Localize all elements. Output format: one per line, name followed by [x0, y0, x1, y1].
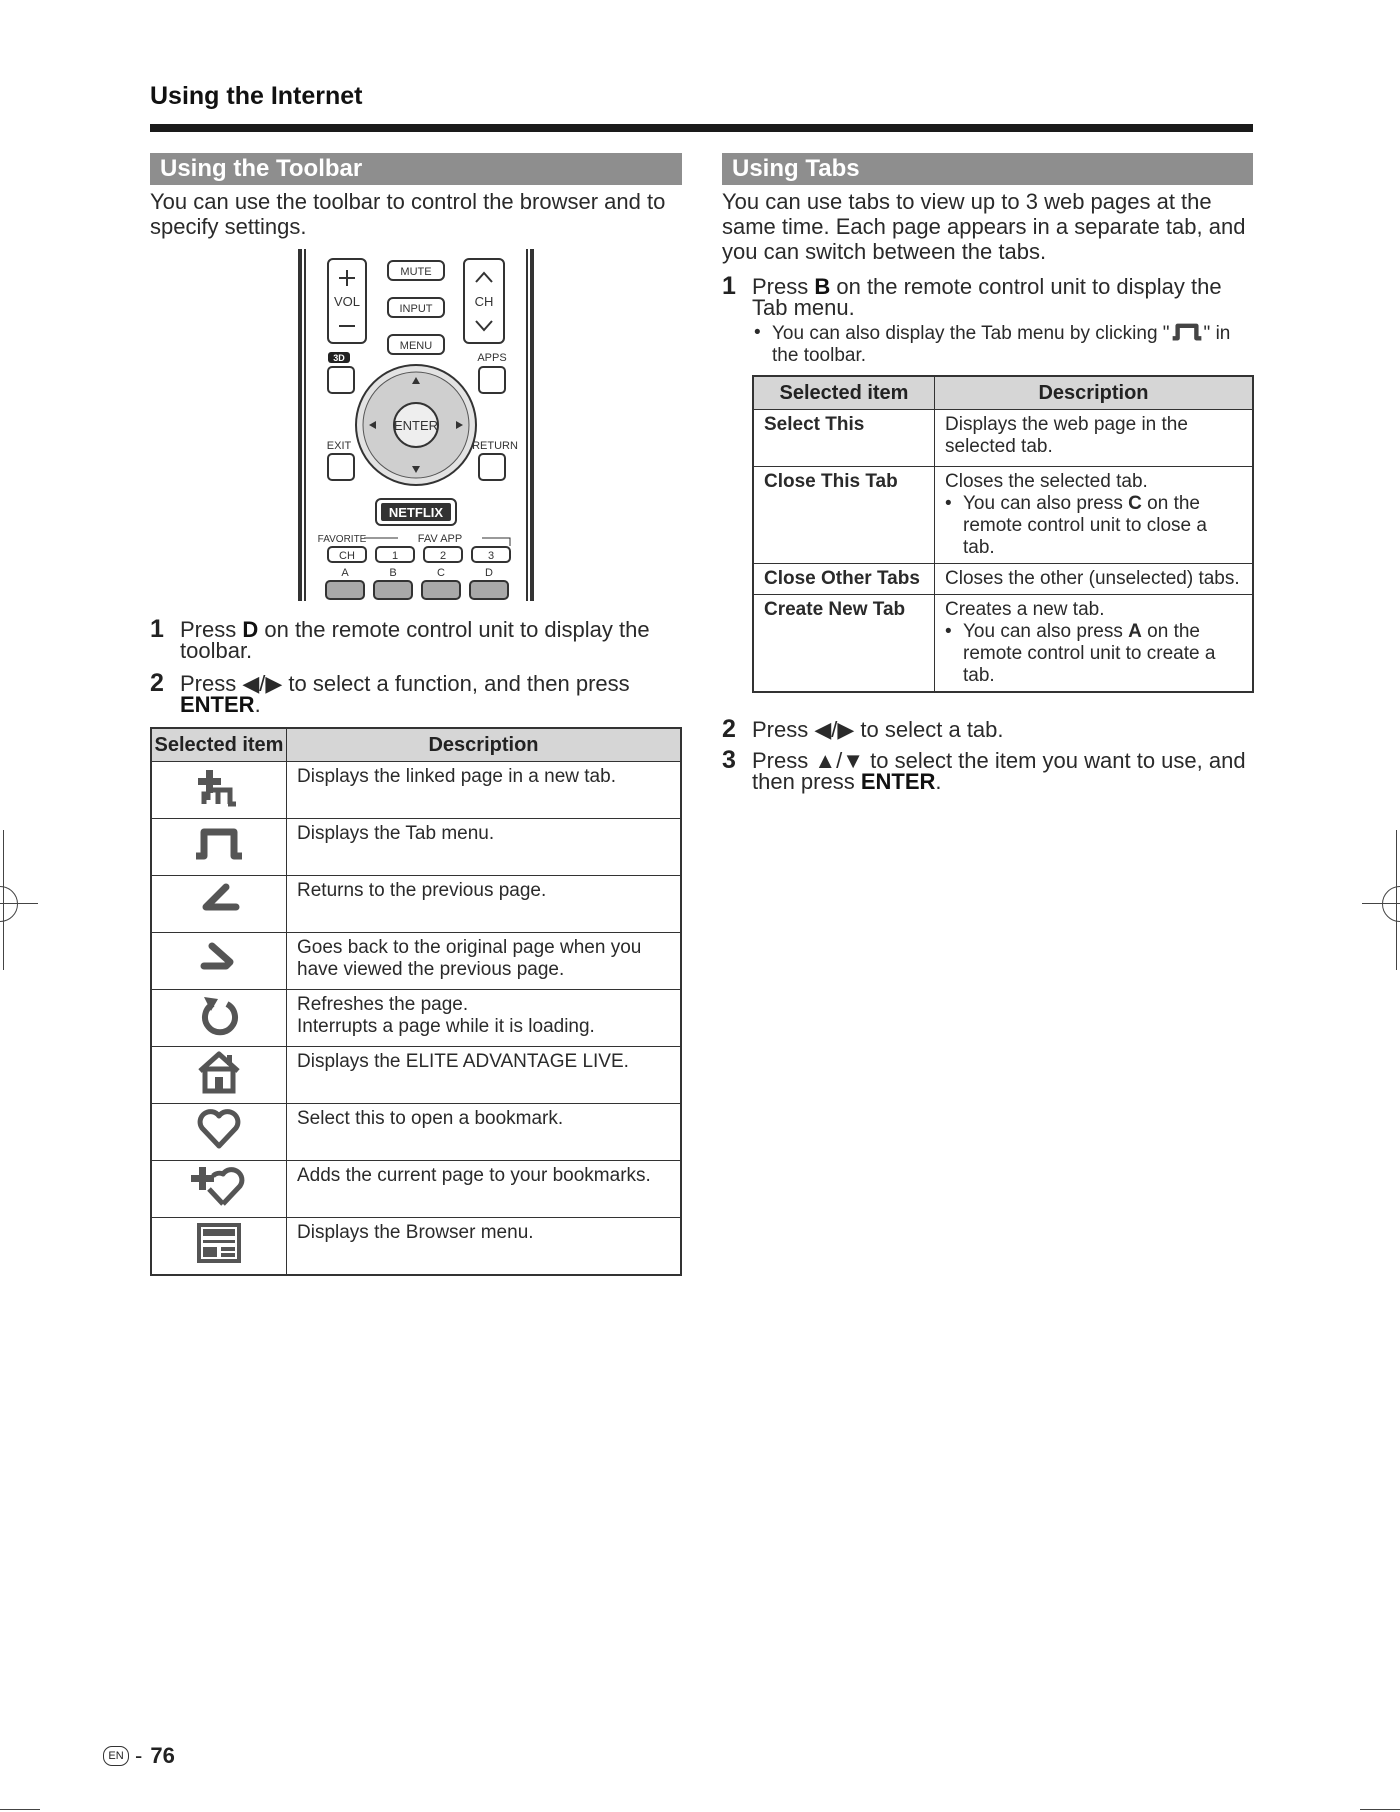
up-down-arrows-icon: ▲/▼	[814, 748, 865, 773]
exit-button[interactable]	[328, 454, 354, 480]
row-note	[945, 621, 1242, 687]
step-text: to select the item you want to use, and then press	[752, 748, 1246, 794]
crop-circle	[1382, 886, 1400, 922]
step-text: Press	[180, 671, 243, 696]
tabs-section	[722, 153, 1253, 792]
step-text: on the remote control unit to display the toolbar.	[180, 617, 650, 663]
tab-menu-icon	[192, 824, 246, 864]
home-icon	[196, 1049, 242, 1095]
step-text: Press	[752, 717, 815, 742]
table-row	[151, 1161, 681, 1218]
color-a-label: A	[341, 567, 349, 579]
left-right-arrows-icon: ◀/▶	[242, 671, 283, 696]
fav-app-1-label: 1	[391, 550, 399, 562]
tabs-step-1	[722, 272, 1253, 320]
tabs-step-1-note	[752, 322, 1253, 367]
step-text: to select a tab.	[854, 717, 1004, 742]
step-number: 2	[150, 669, 164, 697]
step-text: .	[254, 692, 261, 717]
crop-mark	[0, 1809, 40, 1810]
table-row	[151, 1218, 681, 1276]
new-tab-icon	[194, 766, 244, 808]
tabs-step-3	[722, 746, 1253, 794]
back-icon	[194, 881, 244, 921]
bullet-icon: •	[754, 322, 761, 343]
row-description-line: Refreshes the page.	[297, 994, 469, 1015]
row-description: Displays the ELITE ADVANTAGE LIVE.	[287, 1047, 682, 1104]
step-text: Press	[180, 617, 243, 642]
row-description: Adds the current page to your bookmarks.	[287, 1161, 682, 1218]
row-description: Displays the Browser menu.	[287, 1218, 682, 1276]
page-header-title: Using the Internet	[150, 82, 363, 110]
row-description-text: Goes back to the original page when you have viewed the previous page.	[297, 937, 642, 980]
row-item: Close Other Tabs	[753, 564, 935, 595]
toolbar-section	[150, 153, 682, 1276]
row-description: Closes the other (unselected) tabs.	[935, 564, 1254, 595]
table-row	[151, 1047, 681, 1104]
crop-mark	[1360, 1809, 1400, 1810]
note-text: You can also display the Tab menu by clicking "	[772, 323, 1170, 344]
tabs-step-1-note-wrap	[722, 322, 1253, 367]
left-right-arrows-icon: ◀/▶	[814, 717, 855, 742]
tab-menu-icon	[1170, 322, 1204, 342]
color-d-label: D	[485, 567, 493, 579]
table-row	[753, 467, 1253, 564]
step-key: B	[814, 274, 831, 299]
step-number: 1	[150, 615, 164, 643]
color-c-button[interactable]	[422, 581, 460, 599]
return-label: RETURN	[472, 440, 518, 452]
row-description	[287, 933, 682, 990]
row-description	[935, 467, 1254, 564]
note-text: You can also press	[963, 621, 1129, 642]
note-text: on the remote control unit to create a tab.	[963, 621, 1216, 686]
section-title: Using Tabs	[722, 153, 1253, 185]
fav-app-label: FAV APP	[417, 533, 463, 545]
row-item: Select This	[753, 410, 935, 467]
row-description: Returns to the previous page.	[287, 876, 682, 933]
row-description: Select this to open a bookmark.	[287, 1104, 682, 1161]
table-row	[753, 595, 1253, 693]
row-description-line: Closes the selected tab.	[945, 471, 1148, 492]
color-d-button[interactable]	[470, 581, 508, 599]
apps-label: APPS	[477, 352, 507, 364]
add-bookmark-icon	[189, 1162, 249, 1210]
color-c-label: C	[437, 567, 445, 579]
return-button[interactable]	[479, 454, 505, 480]
refresh-icon	[196, 992, 242, 1038]
browser-menu-icon	[194, 1221, 244, 1265]
row-item: Create New Tab	[753, 595, 935, 693]
step-text: Press	[752, 748, 815, 773]
crop-circle	[0, 886, 18, 922]
fav-app-2-label: 2	[439, 550, 447, 562]
table-header-item: Selected item	[151, 728, 287, 762]
row-description: Displays the linked page in a new tab.	[287, 762, 682, 819]
note-key: C	[1128, 493, 1142, 514]
section-title: Using the Toolbar	[150, 153, 682, 185]
step-number: 3	[722, 746, 736, 774]
table-row	[151, 933, 681, 990]
vol-label: VOL	[333, 294, 361, 309]
table-row	[151, 876, 681, 933]
color-b-label: B	[389, 567, 397, 579]
note-text: on the remote control unit to close a tab.	[963, 493, 1207, 558]
toolbar-step-2	[150, 669, 682, 717]
note-text: You can also press	[963, 493, 1129, 514]
language-badge: EN	[103, 1746, 129, 1766]
favorite-label: FAVORITE	[317, 534, 367, 545]
row-note	[945, 493, 1242, 559]
step-number: 1	[722, 272, 736, 300]
table-row	[151, 990, 681, 1047]
step-key: ENTER	[180, 692, 255, 717]
input-label: INPUT	[399, 303, 433, 315]
color-b-button[interactable]	[374, 581, 412, 599]
step-key: ENTER	[860, 769, 936, 794]
page-footer	[103, 1743, 175, 1769]
apps-button[interactable]	[479, 367, 505, 393]
3d-button[interactable]	[328, 367, 354, 393]
row-description-line: Creates a new tab.	[945, 599, 1105, 620]
step-number: 2	[722, 715, 736, 743]
table-row	[151, 762, 681, 819]
table-header-description: Description	[287, 728, 682, 762]
menu-label: MENU	[399, 340, 433, 352]
footer-separator: -	[135, 1743, 143, 1768]
fav-app-3-label: 3	[487, 550, 495, 562]
netflix-label: NETFLIX	[388, 505, 444, 520]
3d-label: 3D	[333, 353, 345, 363]
exit-label: EXIT	[326, 440, 352, 452]
section-intro: You can use the toolbar to control the browser and to specify settings.	[150, 189, 666, 239]
row-description	[287, 990, 682, 1047]
step-text: on the remote control unit to display the Tab menu.	[752, 274, 1222, 320]
row-description	[935, 595, 1254, 693]
table-header-description: Description	[935, 376, 1254, 410]
row-description: Displays the web page in the selected tab.	[935, 410, 1254, 467]
color-a-button[interactable]	[326, 581, 364, 599]
mute-label: MUTE	[400, 266, 432, 278]
header-rule	[150, 124, 1253, 132]
tabs-table	[752, 375, 1254, 693]
enter-label: ENTER	[393, 418, 439, 433]
toolbar-table	[150, 727, 682, 1276]
section-intro: You can use tabs to view up to 3 web pages at the same time. Each page appears in a separate tab, and you can switch between the tabs.	[722, 189, 1246, 264]
step-key: D	[242, 617, 259, 642]
toolbar-step-1	[150, 615, 682, 663]
table-row	[753, 564, 1253, 595]
note-text: " in the toolbar.	[772, 323, 1231, 366]
table-header-item: Selected item	[753, 376, 935, 410]
table-row	[753, 410, 1253, 467]
fav-ch-label: CH	[339, 550, 355, 562]
tabs-step-2	[722, 715, 1253, 743]
page-number: 76	[150, 1743, 175, 1768]
bookmark-heart-icon	[194, 1106, 244, 1152]
table-row	[151, 819, 681, 876]
remote-control-svg	[150, 249, 682, 609]
row-description-line: Interrupts a page while it is loading.	[297, 1016, 595, 1037]
remote-control-illustration	[150, 249, 682, 609]
step-text: Press	[752, 274, 815, 299]
note-key: A	[1128, 621, 1142, 642]
row-item: Close This Tab	[753, 467, 935, 564]
row-description: Displays the Tab menu.	[287, 819, 682, 876]
step-text: to select a function, and then press	[282, 671, 630, 696]
forward-icon	[194, 938, 244, 978]
ch-label: CH	[474, 294, 494, 309]
table-row	[151, 1104, 681, 1161]
step-text: .	[935, 769, 942, 794]
